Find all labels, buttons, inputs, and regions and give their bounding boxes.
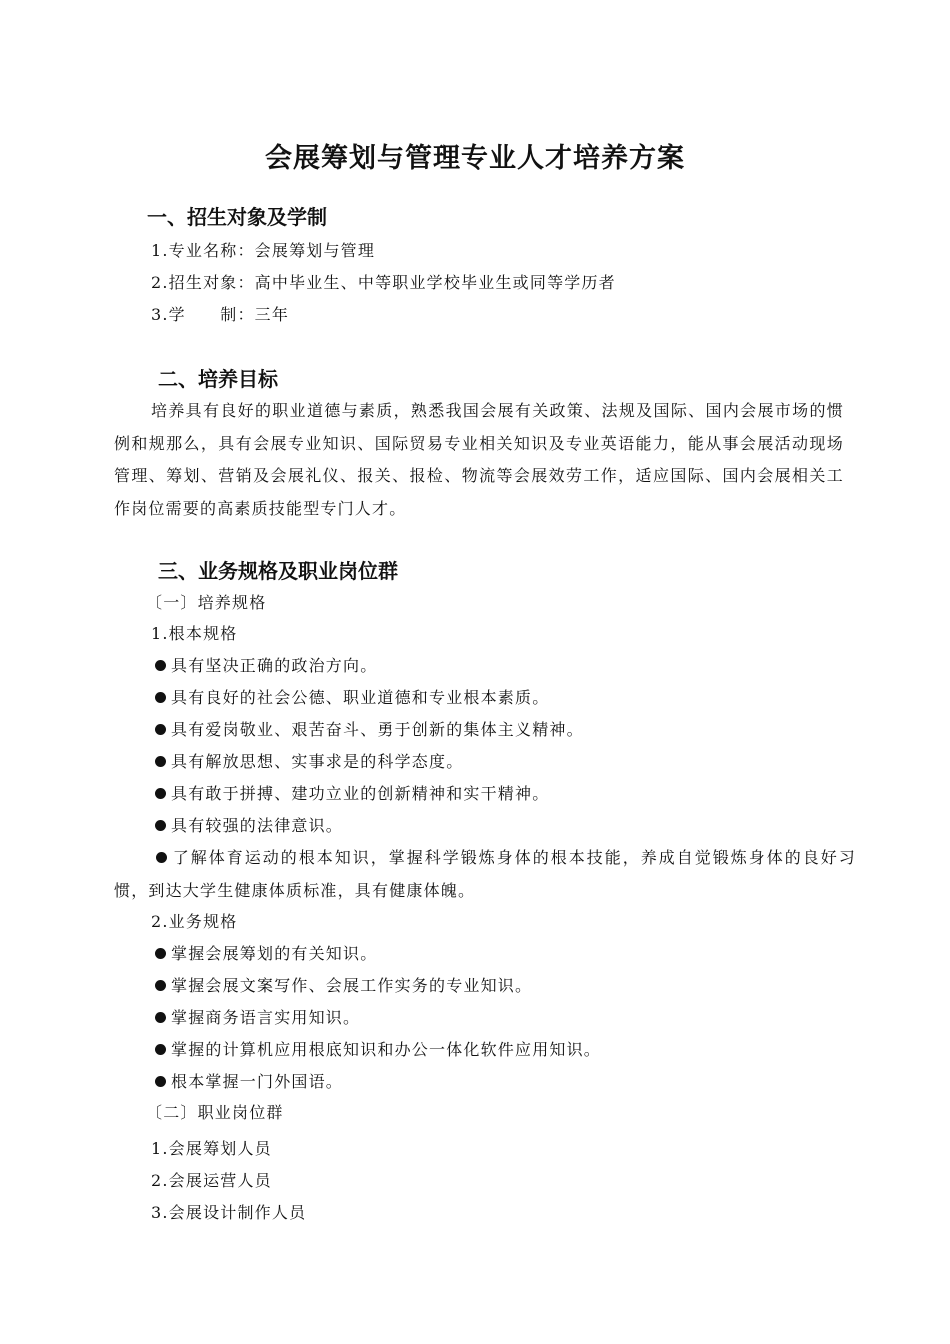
bullet-dot-icon	[156, 852, 167, 863]
basic-bullet-5: 具有敢于拼搏、建功立业的创新精神和实干精神。	[155, 782, 549, 806]
business-bullet-2: 掌握会展文案写作、会展工作实务的专业知识。	[155, 974, 532, 998]
job-item-2: 2.会展运营人员	[151, 1171, 272, 1190]
bullet-dot-icon	[155, 820, 166, 831]
business-spec-label: 2.业务规格	[151, 912, 238, 931]
basic-bullet-7: 了解体育运动的根本知识，掌握科学锻炼身体的根本技能，养成自觉锻炼身体的良好习惯，到达大学生健康体质标准，具有健康体魄。	[114, 848, 856, 900]
section-1-item-2: 2.招生对象：高中毕业生、中等职业学校毕业生或同等学历者	[151, 273, 616, 292]
section-3-heading: 三、业务规格及职业岗位群	[158, 559, 398, 583]
business-bullet-3: 掌握商务语言实用知识。	[155, 1006, 360, 1030]
document-title: 会展筹划与管理专业人才培养方案	[265, 143, 685, 174]
business-bullet-5: 根本掌握一门外国语。	[155, 1070, 343, 1094]
section-1-item-1: 1.专业名称：会展筹划与管理	[151, 241, 376, 260]
business-bullet-4: 掌握的计算机应用根底知识和办公一体化软件应用知识。	[155, 1038, 601, 1062]
basic-bullet-1: 具有坚决正确的政治方向。	[155, 654, 377, 678]
job-item-3: 3.会展设计制作人员	[151, 1203, 307, 1222]
bullet-dot-icon	[155, 724, 166, 735]
bullet-dot-icon	[155, 1076, 166, 1087]
section-3-sub-1: 〔一〕培养规格	[146, 593, 267, 612]
job-item-1: 1.会展筹划人员	[151, 1139, 272, 1158]
bullet-dot-icon	[155, 1044, 166, 1055]
bullet-dot-icon	[155, 980, 166, 991]
basic-spec-label: 1.根本规格	[151, 624, 238, 643]
basic-bullet-2: 具有良好的社会公德、职业道德和专业根本素质。	[155, 686, 549, 710]
bullet-dot-icon	[155, 692, 166, 703]
section-3-sub-2: 〔二〕职业岗位群	[146, 1103, 284, 1122]
basic-bullet-3: 具有爱岗敬业、艰苦奋斗、勇于创新的集体主义精神。	[155, 718, 584, 742]
section-1-item-3: 3.学 制：三年	[151, 305, 290, 324]
section-2-paragraph: 培养具有良好的职业道德与素质，熟悉我国会展有关政策、法规及国际、国内会展市场的惯例和规那么，具有会展专业知识、国际贸易专业相关知识及专业英语能力，能从事会展活动现场管理、筹划、营销及会展礼仪、报关、报检、物流等会展效劳工作，适应国际、国内会展相关工作岗位需要的高素质技能型专门人才。	[114, 401, 844, 518]
bullet-dot-icon	[155, 948, 166, 959]
bullet-dot-icon	[155, 756, 166, 767]
bullet-dot-icon	[155, 660, 166, 671]
bullet-dot-icon	[155, 788, 166, 799]
section-1-heading: 一、招生对象及学制	[147, 205, 327, 229]
basic-bullet-6: 具有较强的法律意识。	[155, 814, 343, 838]
section-2-heading: 二、培养目标	[158, 367, 278, 391]
bullet-dot-icon	[155, 1012, 166, 1023]
business-bullet-1: 掌握会展筹划的有关知识。	[155, 942, 377, 966]
basic-bullet-4: 具有解放思想、实事求是的科学态度。	[155, 750, 463, 774]
